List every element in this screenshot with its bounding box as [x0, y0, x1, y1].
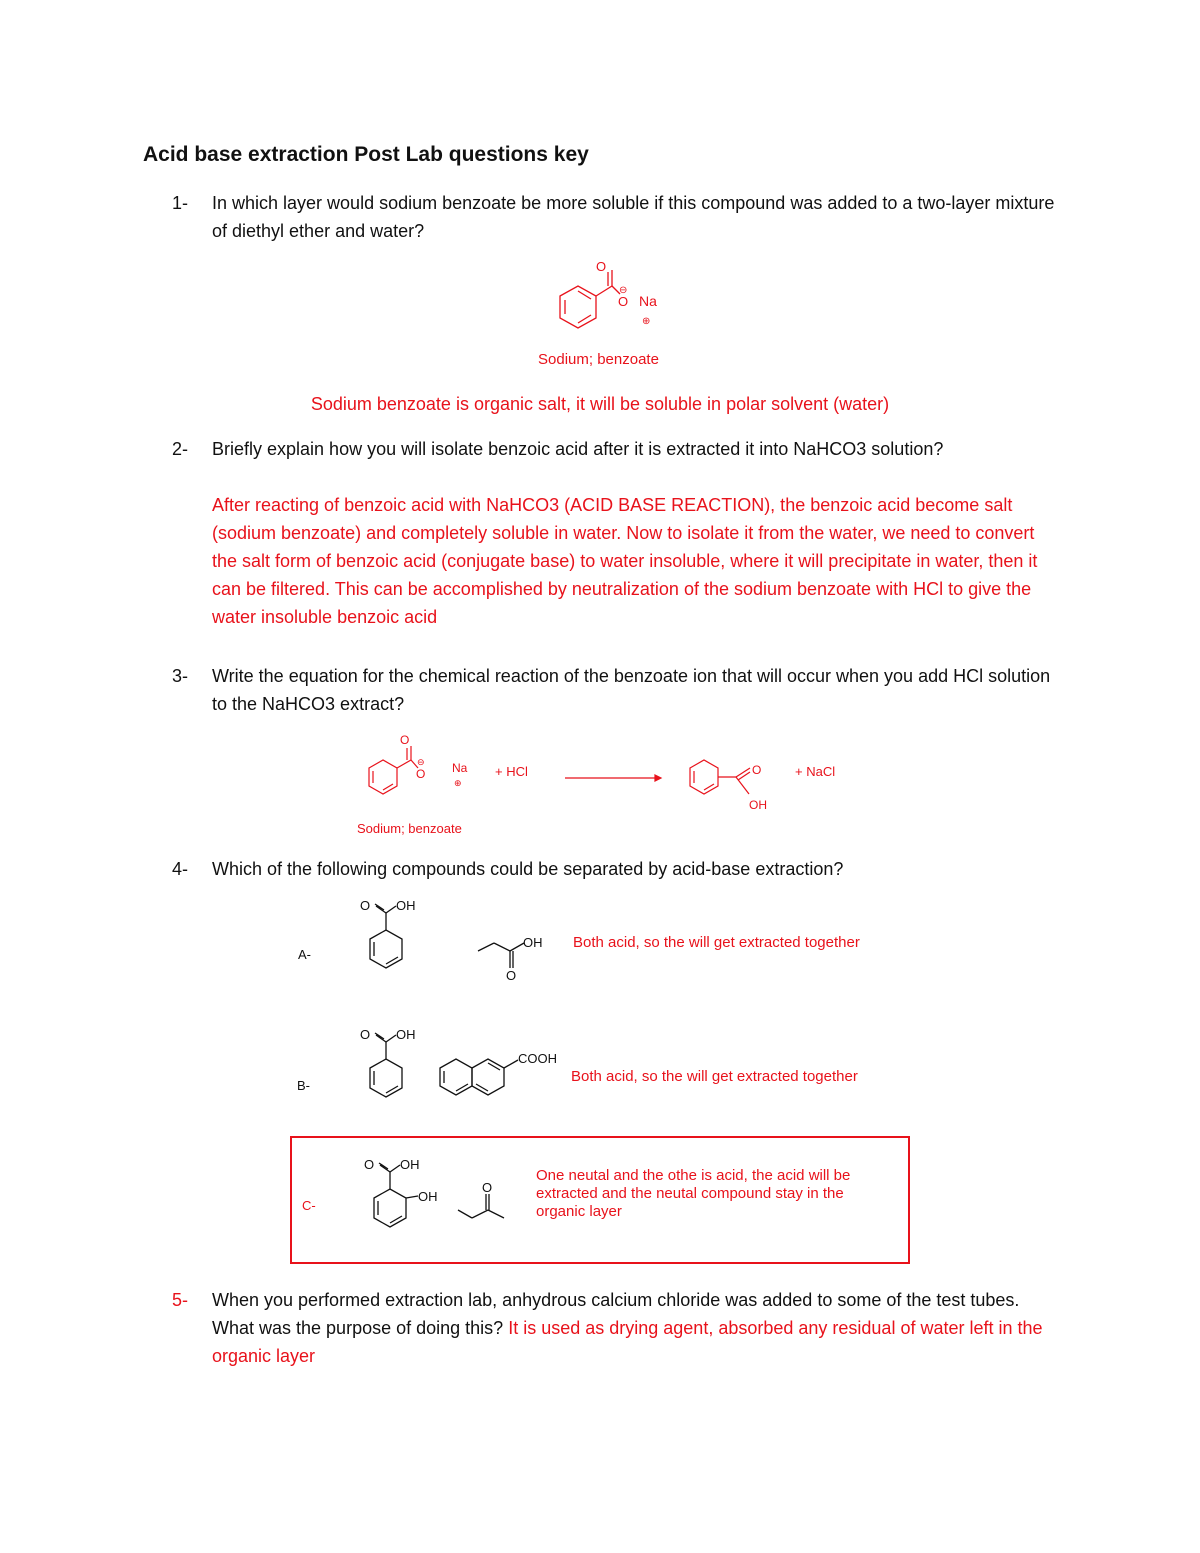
question-3-text: Write the equation for the chemical reaction of the benzoate ion that will occur when you add HCl solution to the NaHCO3 extract? [212, 666, 1051, 714]
question-2-number: 2- [172, 439, 189, 459]
answer-5: It is used as drying agent, absorbed any residual of water left in the organic layer [212, 1318, 1043, 1366]
plus-hcl-label: + HCl [495, 764, 528, 779]
question-4-text: Which of the following compounds could be separated by acid-base extraction? [212, 859, 844, 879]
oxygen-label: O [360, 898, 371, 913]
option-b-structures [350, 1022, 580, 1112]
hydroxyl-label: OH [400, 1157, 420, 1172]
oxygen-label: O [400, 733, 410, 747]
hydroxyl-label: OH [418, 1189, 438, 1204]
option-c-label: C- [302, 1198, 316, 1213]
structure-caption: Sodium; benzoate [538, 351, 659, 368]
answer-1: Sodium benzoate is organic salt, it will be soluble in polar solvent (water) [310, 394, 890, 414]
sodium-label: Na [639, 293, 657, 309]
question-5-number: 5- [172, 1290, 189, 1310]
option-c-structures [350, 1152, 520, 1242]
hydroxyl-label: OH [523, 935, 543, 950]
option-c-answer: One neutal and the othe is acid, the acid will be extracted and the neutal compound stay in the organic layer [536, 1167, 851, 1220]
page-title: Acid base extraction Post Lab questions key [143, 143, 589, 166]
positive-charge-icon: ⊕ [454, 778, 462, 788]
oxygen-label: O [482, 1180, 493, 1195]
question-5-block [212, 1286, 1062, 1370]
oxygen-label: O [596, 259, 607, 274]
negative-charge-icon: ⊖ [417, 757, 425, 767]
oxygen-label: O [506, 968, 517, 983]
option-a-answer: Both acid, so the will get extracted together [573, 934, 860, 951]
question-3-number: 3- [172, 666, 189, 686]
hydroxyl-label: OH [396, 1027, 416, 1042]
question-2-text: Briefly explain how you will isolate benzoic acid after it is extracted it into NaHCO3 solution? [212, 439, 944, 459]
oxygen-label: O [752, 763, 762, 777]
option-a-structures [350, 893, 560, 983]
oxygen-label: O [360, 1027, 371, 1042]
hydroxyl-label: OH [396, 898, 416, 913]
sodium-label: Na [452, 761, 468, 775]
hydroxyl-label: OH [749, 798, 767, 812]
question-1-number: 1- [172, 193, 189, 213]
question-1-text: In which layer would sodium benzoate be more soluble if this compound was added to a two-layer mixture of diethyl ether and water? [212, 193, 1055, 241]
oxygen-anion-label: O [618, 294, 629, 309]
question-5-text: When you performed extraction lab, anhydrous calcium chloride was added to some of the test tubes. What was the purpose of doing this? [212, 1290, 1020, 1338]
negative-charge-icon: ⊖ [619, 285, 628, 296]
question-4-number: 4- [172, 859, 189, 879]
plus-nacl-label: + NaCl [795, 764, 836, 779]
option-b-label: B- [297, 1078, 310, 1093]
reaction-equation [355, 728, 875, 818]
option-a-label: A- [298, 947, 311, 962]
carboxyl-label: COOH [518, 1051, 557, 1066]
structure-caption: Sodium; benzoate [357, 821, 462, 836]
oxygen-label: O [364, 1157, 375, 1172]
oxygen-anion-label: O [416, 767, 426, 781]
option-b-answer: Both acid, so the will get extracted together [571, 1068, 858, 1085]
answer-2: After reacting of benzoic acid with NaHCO3 (ACID BASE REACTION), the benzoic acid become salt (sodium benzoate) and completely soluble in water. Now to isolate it from the water, we need to convert the salt form of benzoic acid (conjugate base) to water insoluble, where it will precipitate in water, then it can be filtered. This can be accomplished by neutralization of the sodium benzoate with HCl to give the water insoluble benzoic acid [212, 495, 1038, 627]
positive-charge-icon: ⊕ [642, 316, 651, 327]
